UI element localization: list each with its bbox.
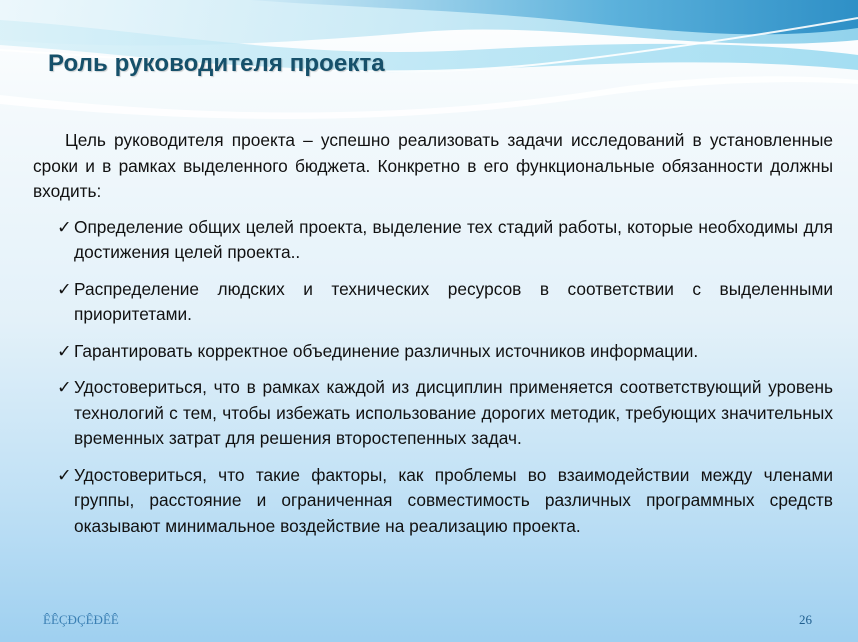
check-mark-icon: ✓ <box>57 464 72 485</box>
slide-content <box>33 128 833 550</box>
check-mark-icon: ✓ <box>57 377 72 397</box>
list-item-text: Удостовериться, что в рамках каждой из дисциплин применяется соответствующий уровень технологий с тем, чтобы избежать использование дорогих методик, требующих значительных временных затрат для решения второстепенных задач. <box>74 377 833 448</box>
intro-paragraph: Цель руководителя проекта – успешно реализовать задачи исследований в установленные сроки и в рамках выделенного бюджета. Конкретно в его функциональные обязанности должны входить: <box>33 130 833 201</box>
list-item-text: Определение общих целей проекта, выделение тех стадий работы, которые необходимы для достижения целей проекта.. <box>74 216 833 262</box>
page-number: 26 <box>799 612 812 627</box>
check-mark-icon: ✓ <box>57 216 72 237</box>
list-item <box>33 463 833 540</box>
list-item-text: Распределение людских и технических ресурсов в соответствии с выделенными приоритетами. <box>74 278 833 324</box>
list-item <box>33 375 833 452</box>
list-item <box>33 215 833 266</box>
check-mark-icon: ✓ <box>57 278 72 299</box>
check-mark-icon: ✓ <box>57 340 72 361</box>
list-item <box>33 277 833 328</box>
list-item-text: Гарантировать корректное объединение различных источников информации. <box>74 340 699 361</box>
slide-title: Роль руководителя проекта <box>48 50 385 77</box>
list-item <box>33 339 833 365</box>
list-item-text: Удостовериться, что такие факторы, как проблемы во взаимодействии между членами группы, расстояние и ограниченная совместимость различных программных средств оказывают минимальное воздействие на реализацию проекта. <box>74 464 833 536</box>
footer-text: ÊÊÇÐÇÊÐÊÊ <box>43 612 119 627</box>
responsibilities-list <box>33 215 833 540</box>
